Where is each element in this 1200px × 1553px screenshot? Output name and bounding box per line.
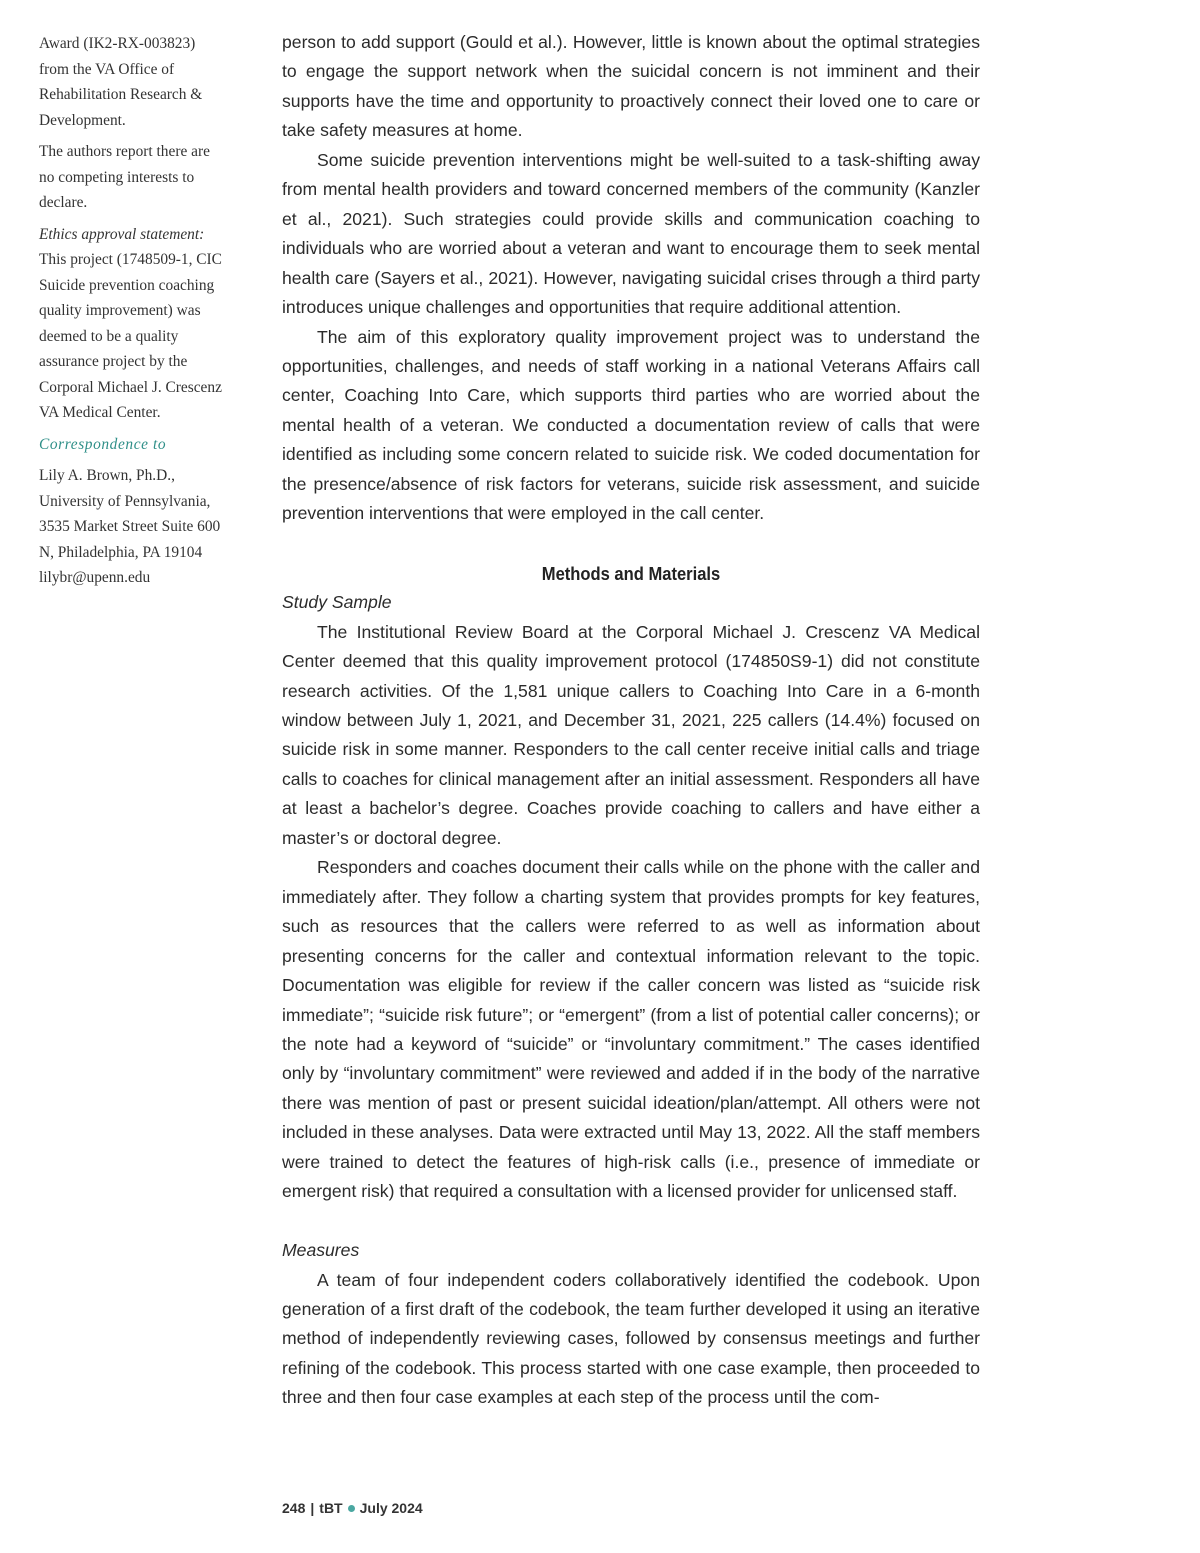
ethics-note: [39, 222, 224, 426]
page-number: 248: [282, 1500, 306, 1516]
subheading-study-sample: Study Sample: [282, 592, 392, 613]
subheading-measures: Measures: [282, 1240, 360, 1261]
paragraph-5: Responders and coaches document their calls while on the phone with the caller and immediately after. They follow a charting system that provides prompts for key features, such as resources that the callers were referred to as well as information about presenting concerns for the caller and contextual information relevant to the topic. Documentation was eligible for review if the caller concern was listed as “suicide risk immediate”; “suicide risk future”; or “emergent” (from a list of potential caller concerns); or the note had a keyword of “suicide” or “involuntary commitment.” The cases identified only by “involuntary commitment” were reviewed and added if in the body of the narrative there was mention of past or present suicidal ideation/plan/attempt. All others were not included in these analyses. Data were extracted until May 13, 2022. All the staff members were trained to detect the features of high-risk calls (i.e., presence of immediate or emergent risk) that required a consultation with a licensed provider for unlicensed staff.: [282, 857, 980, 1202]
paragraph-4: The Institutional Review Board at the Corporal Michael J. Crescenz VA Medical Center deemed that this quality improvement protocol (174850S9-1) did not constitute research activities. Of the 1,581 unique callers to Coaching Into Care in a 6-month window between July 1, 2021, and December 31, 2021, 225 callers (14.4%) focused on suicide risk in some manner. Responders to the call center receive initial calls and triage calls to coaches for clinical management after an initial assessment. Responders all have at least a bachelor’s degree. Coaches provide coaching to callers and have either a master’s or doctoral degree.: [282, 621, 980, 848]
correspondence-heading: Correspondence to: [39, 435, 167, 453]
competing-interests-note: The authors report there are no competing interests to declare.: [39, 143, 210, 211]
footer-separator: |: [310, 1500, 315, 1516]
main-column: [282, 28, 980, 1413]
ethics-label: Ethics approval statement:: [39, 225, 205, 243]
bullet-dot-icon: [348, 1505, 355, 1512]
paragraph-3: The aim of this exploratory quality improvement project was to understand the opportunities, challenges, and needs of staff working in a national Veterans Affairs call center, Coaching Into Care, which supports third parties who are worried about the mental health of a veteran. We conducted a documentation review of calls that were identified as including some concern related to suicide risk. We coded documentation for the presence/absence of risk factors for veterans, suicide risk assessment, and suicide prevention interventions that were employed in the call center.: [282, 326, 980, 524]
page-footer: [282, 1500, 423, 1516]
correspondence-name: Lily A. Brown, Ph.D.,: [39, 467, 175, 484]
funding-note: Award (IK2-RX-003823) from the VA Office of Rehabilitation Research & Development.: [39, 35, 203, 129]
sidebar: [39, 31, 224, 591]
section-heading: Methods and Materials: [541, 562, 721, 584]
paragraph-2: Some suicide prevention interventions might be well-suited to a task-shifting away from mental health providers and toward concerned members of the community (Kanzler et al., 2021). Such strategies could provide skills and communication coaching to individuals who are worried about a veteran and want to encourage them to seek mental health care (Sayers et al., 2021). However, navigating suicidal crises through a third party introduces unique challenges and opportunities that require additional attention.: [282, 149, 980, 318]
correspondence-address: University of Pennsylvania, 3535 Market Street Suite 600 N, Philadelphia, PA 19104: [39, 492, 221, 561]
correspondence-email: lilybr@upenn.edu: [39, 569, 151, 586]
journal-name: tBT: [319, 1500, 343, 1516]
ethics-text: This project (1748509-1, CIC Suicide prevention coaching quality improvement) was deemed to be a quality assurance project by the Corporal Michael J. Crescenz VA Medical Center.: [39, 251, 222, 421]
paragraph-1: person to add support (Gould et al.). However, little is known about the optimal strategies to engage the support network when the suicidal concern is not imminent and their supports have the time and opportunity to proactively connect their loved one to care or take safety measures at home.: [282, 32, 980, 141]
paragraph-6: A team of four independent coders collaboratively identified the codebook. Upon generation of a first draft of the codebook, the team further developed it using an iterative method of independently reviewing cases, followed by consensus meetings and further refining of the codebook. This process started with one case example, then proceeded to three and then four case examples at each step of the process until the com-: [282, 1269, 980, 1408]
issue-date: July 2024: [359, 1500, 423, 1516]
